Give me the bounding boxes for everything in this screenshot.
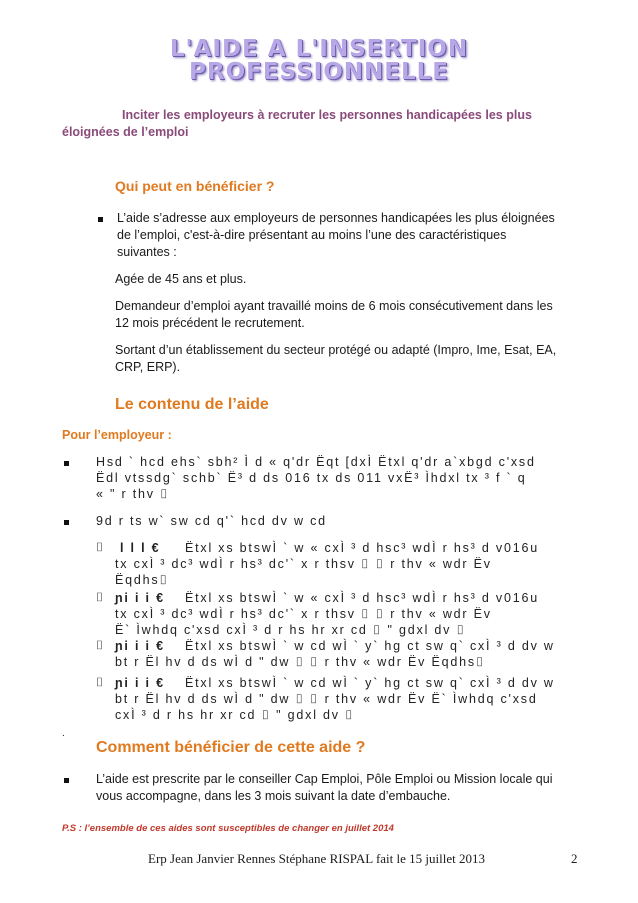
sub-marker: ⌷	[96, 638, 104, 652]
garbled-line: « " r thv ⌷	[96, 487, 170, 501]
stray-dot: .	[62, 728, 65, 739]
garbled-line: cxÌ ³ d r hs hr xr cd ⌷ " gdxl dv ⌷	[115, 708, 355, 722]
section-heading-how-to: Comment bénéficier de cette aide ?	[96, 739, 366, 756]
garbled-lead: ɲi i i €	[115, 639, 165, 653]
eligibility-line-2: de l’emploi, c'est-à-dire présentant au moins l’une des caractéristiques	[117, 228, 507, 242]
garbled-line: 9d r ts w` sw cd q'` hcd dv w cd	[96, 514, 327, 528]
garbled-line: Ëdl vtssdg` schb` Ë³ d ds 016 tx ds 011 vxË³ Ìhdxl tx ³ f ` q	[96, 471, 527, 485]
sub-marker: ⌷	[96, 590, 104, 604]
sub-marker: ⌷	[96, 540, 104, 554]
intro-line-1: Inciter les employeurs à recruter les personnes handicapées les plus	[122, 108, 532, 122]
intro-line-2: éloignées de l’emploi	[62, 125, 189, 139]
garbled-line: Ëtxl xs btswÌ ` w cd wÌ ` y` hg ct sw q` cxÌ ³ d dv w	[185, 676, 555, 690]
criterion-establishment-line-2: CRP, ERP).	[115, 360, 181, 374]
bullet-square	[98, 217, 103, 222]
eligibility-line-1: L’aide s’adresse aux employeurs de personnes handicapées les plus éloignées	[117, 211, 555, 225]
criterion-jobseeker-line-1: Demandeur d’emploi ayant travaillé moins de 6 mois consécutivement dans les	[115, 299, 553, 313]
garbled-line: Hsd ` hcd ehs` sbh² Ì d « q'dr Ëqt [dxÌ Ëtxl q'dr a`xbgd c'xsd	[96, 455, 536, 469]
bullet-square	[64, 778, 69, 783]
garbled-line: Ëtxl xs btswÌ ` w cd wÌ ` y` hg ct sw q` cxÌ ³ d dv w	[185, 639, 555, 653]
criterion-age: Agée de 45 ans et plus.	[115, 272, 247, 286]
garbled-lead: l l l €	[120, 541, 161, 555]
garbled-line: Ëqdhs⌷	[115, 573, 169, 587]
section-heading-content: Le contenu de l’aide	[115, 396, 269, 413]
garbled-line: bt r Ël hv d ds wÌ d " dw ⌷ ⌷ r thv « wdr Ëv Ë` Ìwhdq c'xsd	[115, 692, 538, 706]
ps-note: P.S : l’ensemble de ces aides sont susceptibles de changer en juillet 2014	[62, 823, 394, 834]
section-heading-beneficiaries: Qui peut en bénéficier ?	[115, 178, 275, 194]
prescription-line-1: L’aide est prescrite par le conseiller Cap Emploi, Pôle Emploi ou Mission locale qui	[96, 772, 553, 786]
title-line-2: PROFESSIONNELLE	[189, 59, 449, 85]
garbled-line: tx cxÌ ³ dc³ wdÌ r hs³ dc'` x r thsv ⌷ ⌷ r thv « wdr Ëv	[115, 607, 492, 621]
garbled-line: Ëtxl xs btswÌ ` w « cxÌ ³ d hsc³ wdÌ r hs³ d v016u	[185, 541, 539, 555]
garbled-lead: ɲi i i €	[115, 591, 165, 605]
criterion-establishment-line-1: Sortant d’un établissement du secteur protégé ou adapté (Impro, Ime, Esat, EA,	[115, 343, 557, 357]
bullet-square	[64, 461, 69, 466]
title-line-1: L'AIDE A L'INSERTION	[169, 36, 469, 62]
footer-text: Erp Jean Janvier Rennes Stéphane RISPAL fait le 15 juillet 2013	[148, 851, 485, 866]
employer-subheading: Pour l’employeur :	[62, 428, 172, 442]
garbled-line: bt r Ël hv d ds wÌ d " dw ⌷ ⌷ r thv « wdr Ëv Ëqdhs⌷	[115, 655, 486, 669]
eligibility-line-3: suivantes :	[117, 245, 177, 259]
garbled-lead: ɲi i i €	[115, 676, 165, 690]
page-number: 2	[571, 851, 578, 866]
prescription-line-2: vous accompagne, dans les 3 mois suivant la date d’embauche.	[96, 789, 451, 803]
garbled-line: tx cxÌ ³ dc³ wdÌ r hs³ dc'` x r thsv ⌷ ⌷ r thv « wdr Ëv	[115, 557, 492, 571]
garbled-line: Ëtxl xs btswÌ ` w « cxÌ ³ d hsc³ wdÌ r hs³ d v016u	[185, 591, 539, 605]
garbled-line: Ë` Ìwhdq c'xsd cxÌ ³ d r hs hr xr cd ⌷ " gdxl dv ⌷	[115, 623, 466, 637]
sub-marker: ⌷	[96, 675, 104, 689]
criterion-jobseeker-line-2: 12 mois précédent le recrutement.	[115, 316, 305, 330]
bullet-square	[64, 520, 69, 525]
